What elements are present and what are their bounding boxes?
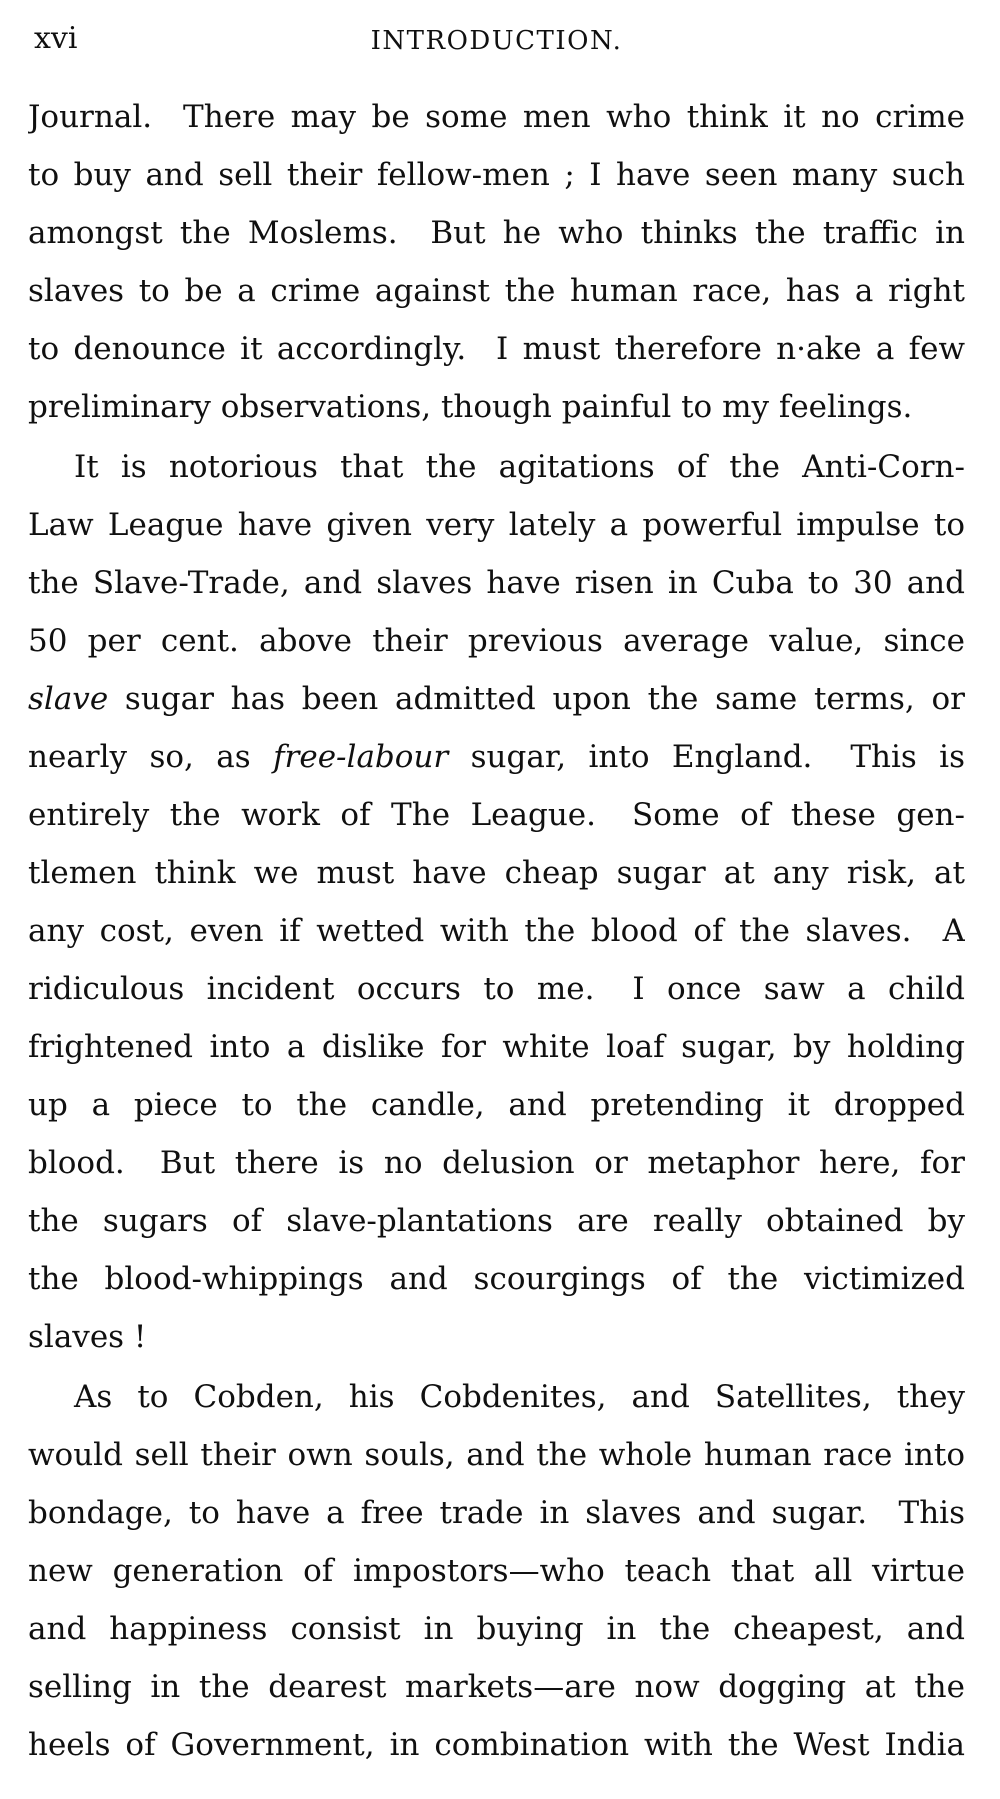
text-line xyxy=(28,960,965,1018)
text-segment: slaves to be a crime against the human race, has a right xyxy=(28,273,965,309)
text-line xyxy=(28,1542,965,1600)
text-segment: Law League have given very lately a powerful impulse to xyxy=(28,507,965,543)
text-line xyxy=(28,204,965,262)
text-segment: slaves ! xyxy=(28,1319,147,1355)
text-line xyxy=(28,728,965,786)
text-line xyxy=(28,1308,965,1366)
text-segment: would sell their own souls, and the whole human race into xyxy=(28,1437,965,1473)
page-number: xvi xyxy=(34,21,78,56)
text-segment: nearly so, as xyxy=(28,739,274,775)
text-line xyxy=(28,1076,965,1134)
text-line xyxy=(28,1484,965,1542)
running-header: INTRODUCTION. xyxy=(370,26,623,56)
italic-text: slave xyxy=(28,681,109,717)
paragraph xyxy=(28,1368,965,1774)
text-line xyxy=(28,320,965,378)
paragraph xyxy=(28,438,965,1366)
text-line xyxy=(28,378,965,436)
text-line xyxy=(28,88,965,146)
text-segment: the blood-whippings and scourgings of the victimized xyxy=(28,1261,965,1297)
page-header xyxy=(28,20,965,70)
text-segment: selling in the dearest markets—are now dogging at the xyxy=(28,1669,965,1705)
text-segment: up a piece to the candle, and pretending it dropped xyxy=(28,1087,965,1123)
text-segment: any cost, even if wetted with the blood of the slaves. A xyxy=(28,913,965,949)
text-segment: ridiculous incident occurs to me. I once saw a child xyxy=(28,971,965,1007)
text-segment: 50 per cent. above their previous average value, since xyxy=(28,623,965,659)
text-line xyxy=(28,554,965,612)
text-segment: heels of Government, in combination with the West India xyxy=(28,1727,965,1763)
text-line xyxy=(28,496,965,554)
text-segment: to buy and sell their fellow-men ; I have seen many such xyxy=(28,157,965,193)
text-segment: new generation of impostors—who teach that all virtue xyxy=(28,1553,965,1589)
text-line xyxy=(28,1368,965,1426)
text-line xyxy=(28,1426,965,1484)
text-line xyxy=(28,1658,965,1716)
text-line xyxy=(28,1192,965,1250)
text-segment: sugar, into England. This is xyxy=(448,739,965,775)
text-line xyxy=(28,1250,965,1308)
page-body xyxy=(28,88,965,1774)
text-line xyxy=(28,438,965,496)
text-segment: preliminary observations, though painful to my feelings. xyxy=(28,389,913,425)
text-line xyxy=(28,262,965,320)
text-line xyxy=(28,1600,965,1658)
text-segment: and happiness consist in buying in the cheapest, and xyxy=(28,1611,965,1647)
text-segment: the sugars of slave-plantations are really obtained by xyxy=(28,1203,965,1239)
text-line xyxy=(28,612,965,670)
text-line xyxy=(28,146,965,204)
paragraph xyxy=(28,88,965,436)
text-line xyxy=(28,786,965,844)
text-segment: Journal. There may be some men who think it no crime xyxy=(28,99,965,135)
text-segment: frightened into a dislike for white loaf sugar, by holding xyxy=(28,1029,965,1065)
text-segment: to denounce it accordingly. I must therefore n·ake a few xyxy=(28,331,965,367)
text-segment: bondage, to have a free trade in slaves and sugar. This xyxy=(28,1495,965,1531)
text-line xyxy=(28,1716,965,1774)
text-line xyxy=(28,670,965,728)
text-segment: amongst the Moslems. But he who thinks the traffic in xyxy=(28,215,965,251)
text-line xyxy=(28,844,965,902)
text-segment: entirely the work of The League. Some of these gen- xyxy=(28,797,965,833)
text-segment: sugar has been admitted upon the same terms, or xyxy=(108,681,965,717)
text-line xyxy=(28,902,965,960)
text-segment: As to Cobden, his Cobdenites, and Satellites, they xyxy=(74,1379,965,1415)
text-line xyxy=(28,1018,965,1076)
text-segment: It is notorious that the agitations of the Anti-Corn- xyxy=(74,449,965,485)
text-segment: blood. But there is no delusion or metaphor here, for xyxy=(28,1145,965,1181)
text-segment: the Slave-Trade, and slaves have risen in Cuba to 30 and xyxy=(28,565,965,601)
text-line xyxy=(28,1134,965,1192)
italic-text: free-labour xyxy=(273,739,449,775)
text-segment: tlemen think we must have cheap sugar at any risk, at xyxy=(28,855,965,891)
